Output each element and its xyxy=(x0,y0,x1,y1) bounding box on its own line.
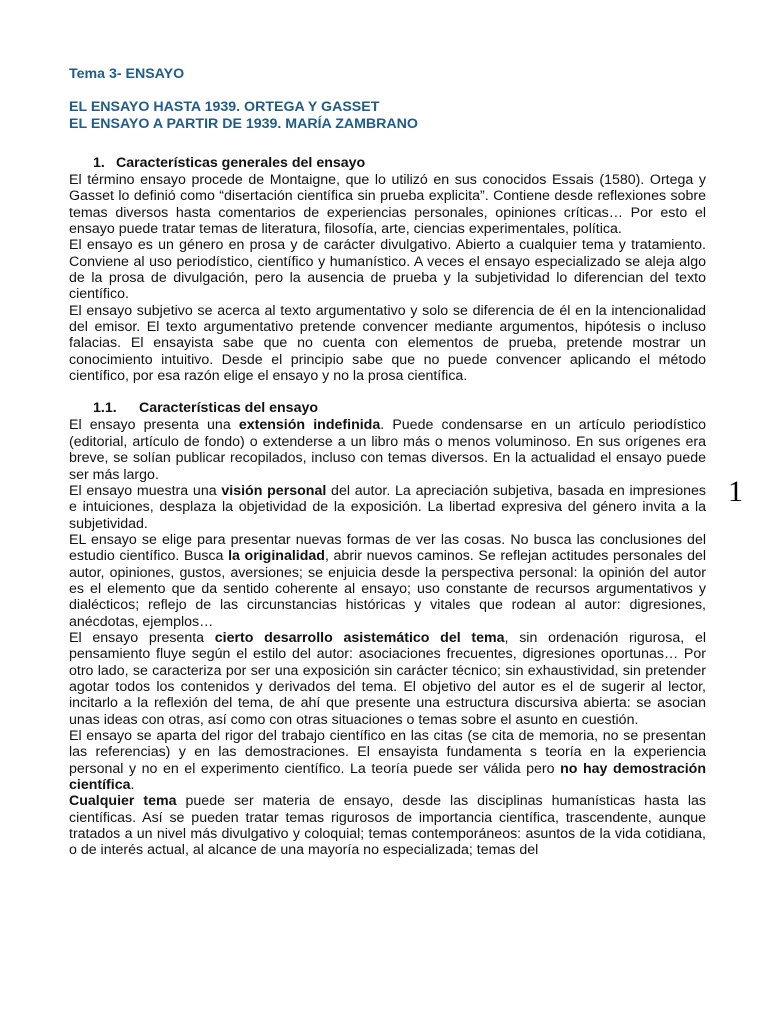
bold-originality: la originalidad xyxy=(228,548,325,565)
document-body xyxy=(69,66,706,859)
paragraph-extension: El ensayo presenta una extensión indefinida. Puede condensarse en un artículo periodístico (editorial, artículo de fondo) o extenderse a un libro más o menos voluminoso. En sus orígenes era breve, se solían publicar recopilados, incluso con temas diversos. En la actualidad el ensayo puede ser más largo. xyxy=(69,417,706,483)
bold-extension: extensión indefinida xyxy=(238,417,381,434)
topic-title: Tema 3- ENSAYO xyxy=(69,66,185,82)
section-1-1-heading xyxy=(69,400,706,417)
paragraph-rigor: El ensayo se aparta del rigor del trabajo científico en las citas (se cita de memoria, no se presentan las referencias) y en las demostraciones. El ensayista fundamenta s teoría en la experiencia personal y no en el experimento científico. La teoría puede ser válida pero no hay demostración científica. xyxy=(69,728,706,794)
section-1-paragraph-2: El ensayo es un género en prosa y de carácter divulgativo. Abierto a cualquier tema y tratamiento. Conviene al uso periodístico, científico y humanístico. A veces el ensayo especializado se aleja algo de la prosa de divulgación, pero la ausencia de prueba y la subjetividad lo diferencian del texto científico. xyxy=(69,237,706,303)
section-1-1-number: 1.1. xyxy=(93,400,117,417)
subtitle-zambrano: EL ENSAYO A PARTIR DE 1939. MARÍA ZAMBRANO xyxy=(69,116,418,132)
section-1-paragraph-3: El ensayo subjetivo se acerca al texto argumentativo y solo se diferencia de él en la intencionalidad del emisor. El texto argumentativo pretende convencer mediante argumentos, hipótesis o incluso falacias. El ensayista sabe que no cuenta con elementos de prueba, pretende mostrar un conocimiento intuitivo. Desde el principio sabe que no puede convencer aplicando el método científico, por esa razón elige el ensayo y no la prosa científica. xyxy=(69,302,706,385)
bold-no-demonstration: no hay demostración científica xyxy=(69,760,706,794)
bold-any-topic: Cualquier tema xyxy=(69,793,177,810)
section-1-title: Características generales del ensayo xyxy=(116,155,366,171)
bold-asystematic: cierto desarrollo asistemático del tema xyxy=(214,629,505,646)
page-number: 1 xyxy=(728,475,743,508)
bold-vision: visión personal xyxy=(221,482,327,499)
section-1-1-title: Características del ensayo xyxy=(139,400,319,417)
paragraph-asystematic: El ensayo presenta cierto desarrollo asistemático del tema, sin ordenación rigurosa, el pensamiento fluye según el estilo del autor: asociaciones frecuentes, digresiones oportunas… Por otro lado, se caracteriza por ser una exposición sin carácter técnico; sin exhaustividad, sin pretender agotar todos los contenidos y derivados del tema. El objetivo del autor es el de sugerir al lector, incitarlo a la reflexión del tema, de ahí que presente una estructura discursiva abierta: se asocian unas ideas con otras, así como con otras situaciones o temas sobre el asunto en cuestión. xyxy=(69,629,706,728)
subtitle-ortega: EL ENSAYO HASTA 1939. ORTEGA Y GASSET xyxy=(69,99,380,115)
paragraph-vision: El ensayo muestra una visión personal del autor. La apreciación subjetiva, basada en impresiones e intuiciones, desplaza la objetividad de la exposición. La libertad expresiva del género invita a la subjetividad. xyxy=(69,482,706,532)
section-1-number: 1. xyxy=(93,155,105,171)
paragraph-any-topic: Cualquier tema puede ser materia de ensayo, desde las disciplinas humanísticas hasta las científicas. Así se pueden tratar temas rigurosos de importancia científica, trascendente, aunque tratados a un nivel más divulgativo y coloquial; temas contemporáneos: asuntos de la vida cotidiana, o de interés actual, al alcance de una mayoría no especializada; temas del xyxy=(69,793,706,859)
paragraph-originality: EL ensayo se elige para presentar nuevas formas de ver las cosas. No busca las conclusiones del estudio científico. Busca la originalidad, abrir nuevos caminos. Se reflejan actitudes personales del autor, opiniones, gustos, aversiones; se enjuicia desde la perspectiva personal: la opinión del autor es el elemento que da sentido coherente al ensayo; uso constante de recursos argumentativos y dialécticos; reflejo de las circunstancias históricas y vitales que rodean al autor: digresiones, anécdotas, ejemplos… xyxy=(69,531,706,630)
section-1-paragraph-1: El término ensayo procede de Montaigne, que lo utilizó en sus conocidos Essais (1580). Ortega y Gasset lo definió como “disertación científica sin prueba explicita”. Contiene desde reflexiones sobre temas diversos hasta comentarios de experiencias personales, opiniones críticas… Por esto el ensayo puede tratar temas de literatura, filosofía, arte, ciencias experimentales, política. xyxy=(69,172,706,238)
section-1-heading xyxy=(69,155,706,172)
